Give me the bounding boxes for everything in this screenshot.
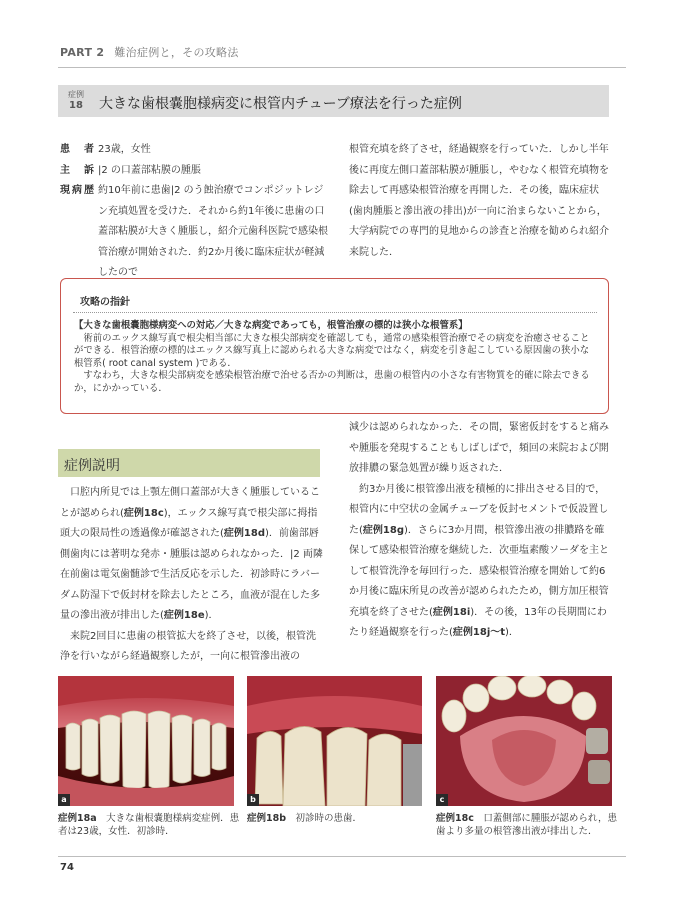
clinical-photo-a (58, 676, 234, 806)
figure-badge: c (436, 794, 448, 806)
strategy-divider (73, 312, 597, 313)
complaint-value: |2 の口蓋部粘膜の腫脹 (98, 164, 201, 176)
caption-text: 初診時の患歯． (295, 813, 363, 824)
case-description-left (60, 483, 324, 668)
header-rule (58, 67, 626, 68)
figure-ref: 症例18i (432, 606, 471, 618)
figure-ref: 症例18c (123, 507, 164, 519)
case-number: 18 (69, 100, 83, 111)
case-label-text: 症例 (68, 90, 84, 99)
part-title: 難治症例と，その攻略法 (114, 46, 239, 59)
complaint-key: 主 訴 (60, 164, 96, 176)
page-number: 74 (60, 862, 74, 873)
strategy-title: 攻略の指針 (80, 297, 130, 308)
history-continued: 根管充填を終了させ，経過観察を行っていた．しかし半年後に再度左側口蓋部粘膜が腫脹し，やむなく根管充填物を除去して再感染根管治療を再開した．その後，臨床症状(歯肉腫脹と滲出液の排出)が一向に治まらないことから，大学病院での専門的見地からの診査と治療を勧められ紹介来院した． (349, 144, 609, 258)
caption-text: 口蓋側部に腫脹が認められ，患歯より多量の根管滲出液が排出した． (436, 813, 617, 837)
strategy-body (74, 320, 598, 395)
case-description-right (349, 418, 611, 644)
case-title: 大きな歯根嚢胞様病変に根管内チューブ療法を行った症例 (99, 96, 462, 112)
figure-caption (436, 812, 618, 838)
history-key: 現病歴 (60, 185, 96, 196)
patient-key: 患 者 (60, 144, 96, 155)
figure-caption (58, 812, 240, 838)
case-label (61, 89, 91, 111)
body-paragraph: 減少は認められなかった．その間，緊密仮封をすると痛みや腫脹を発現することもしばしばで，頻回の来院および開放排膿の緊急処置が繰り返された． (349, 422, 609, 474)
clinical-photo-c (436, 676, 612, 806)
strategy-paragraph: すなわち，大きな根尖部病変を感染根管治療で治せる否かの判断は，患歯の根管内の小さな有害物質を的確に除去できるか，にかかっている． (74, 370, 590, 394)
figure-label: 症例18b (247, 813, 287, 824)
clinical-photo-b (247, 676, 422, 806)
section-title: 症例説明 (64, 458, 120, 474)
running-header (60, 44, 239, 60)
figure-badge: a (58, 794, 70, 806)
figure-caption (247, 812, 429, 825)
strategy-paragraph: 術前のエックス線写真で根尖相当部に大きな根尖部病変を確認しても，通常の感染根管治療でその病変を治癒させることができる．根管治療の標的はエックス線写真上に認められる大きな病変ではなく，病変を引き起こしている原因歯の狭小な根管系( root canal system )である． (74, 332, 590, 369)
figure-ref: 症例18d (223, 528, 265, 539)
body-paragraph: 約3か月後に根管滲出液を積極的に排出させる目的で，根管内に中空状の金属チューブを仮封セメントで仮設置した(症例18g)．さらに3か月間，根管滲出液の排膿路を確保して感染根管治療を継続した．次亜塩素酸ソーダを主として根管洗浄を毎回行った．感染根管治療を開始して約6か月後に臨床所見の改善が認められたため，側方加圧根管充填を終了させた(症例18i)．その後，13年の長期間にわたり経過観察を行った(症例18j～t)． (349, 483, 609, 638)
caption-text: 大きな歯根嚢胞様病変症例．患者は23歳，女性．初診時． (58, 813, 240, 837)
figure-badge: b (247, 794, 259, 806)
patient-value: 23歳，女性 (98, 144, 151, 155)
figure-label: 症例18c (436, 813, 474, 824)
footer-rule (58, 856, 626, 857)
history-value: 約10年前に患歯|2 のう蝕治療でコンポジットレジン充填処置を受けた．それから約1年後に患歯の口蓋部粘膜が大きく腫脹し，紹介元歯科医院で感染根管治療が開始された．約2か月後に臨床症状が軽減したので (98, 185, 328, 278)
figure-ref: 症例18j～t (452, 627, 506, 638)
figure-ref: 症例18e (163, 610, 205, 621)
figure-ref: 症例18g (362, 524, 404, 536)
strategy-heading: 【大きな歯根嚢胞様病変への対応／大きな病変であっても，根管治療の標的は狭小な根管系】 (74, 320, 468, 331)
part-label: PART 2 (60, 46, 105, 59)
figure-label: 症例18a (58, 813, 97, 824)
body-paragraph: 口腔内所見では上顎左側口蓋部が大きく腫脹していることが認められ(症例18c)，エックス線写真で根尖部に拇指頭大の限局性の透過像が確認された(症例18d)．前歯部唇側歯肉には著明な発赤・腫脹は認められなかった．|2 両隣在前歯は電気歯髄診で生活反応を示した．初診時にラバーダム防湿下で仮封材を除去したところ，血液が混在した多量の滲出液が排出した(症例18e)． (60, 487, 323, 621)
body-paragraph: 来院2回目に患歯の根管拡大を終了させ，以後，根管洗浄を行いながら経過観察したが，一向に根管滲出液の (60, 630, 317, 662)
patient-info (60, 140, 332, 284)
